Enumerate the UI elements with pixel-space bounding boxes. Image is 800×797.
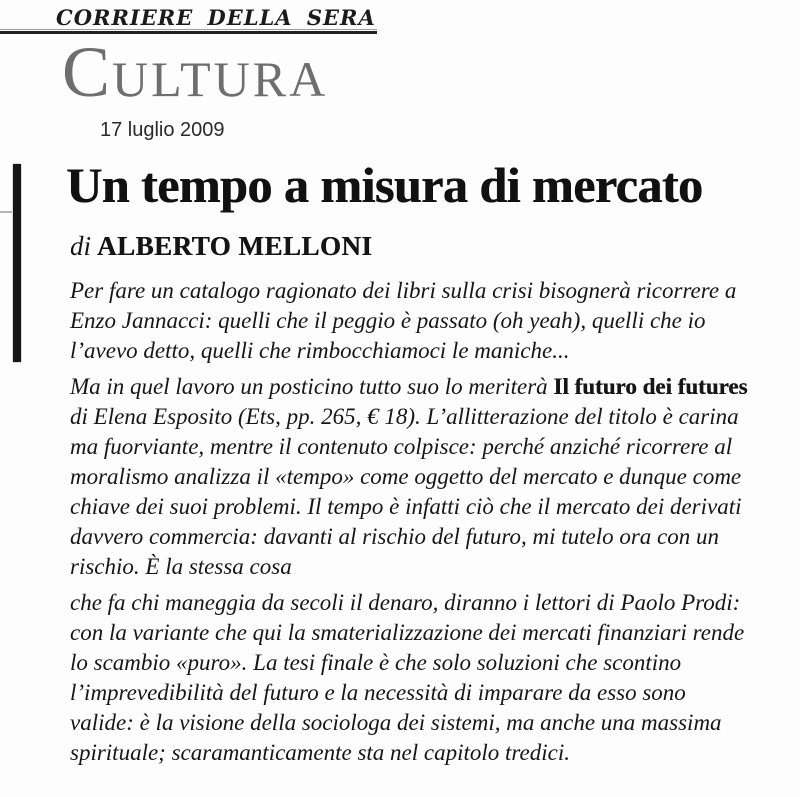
paragraph-3: che fa chi maneggia da secoli il denaro, diranno i lettori di Paolo Prodi: con la variante che qui la smaterializzazione dei mercati finanziari rende lo scambio «puro». La tesi finale è che solo soluzioni che scontino l’imprevedibilità del futuro e la necessità di imparare da esso sono valide: è la visione della sociologa dei sistemi, ma anche una massima spirituale; scaramanticamente sta nel capitolo tredici. xyxy=(70,590,745,765)
byline-prefix: di xyxy=(70,231,92,261)
byline xyxy=(70,231,372,262)
paragraph-2 xyxy=(70,372,754,582)
section-title: CULTURA xyxy=(62,32,329,112)
scan-artifact-dash xyxy=(0,211,12,213)
masthead-rule-line xyxy=(0,31,377,34)
paragraph-2-lead: Ma in quel lavoro un posticino tutto suo lo meriterà xyxy=(70,374,554,399)
headline: Un tempo a misura di mercato xyxy=(66,157,703,213)
left-margin-scan-bar xyxy=(13,164,21,362)
article-body xyxy=(70,276,754,774)
article-date: 17 luglio 2009 xyxy=(100,119,225,141)
newspaper-masthead: CORRIERE DELLA SERA xyxy=(56,5,376,30)
paragraph-2-rest: di Elena Esposito (Ets, pp. 265, € 18). L’allitterazione del titolo è carina ma fuorviante, mentre il contenuto colpisce: perché anziché ricorrere al moralismo analizza il «tempo» come oggetto del mercato e dunque come chiave dei suoi problemi. Il tempo è infatti ciò che il mercato dei derivati davvero commercia: davanti al rischio del futuro, mi tutelo ora con un rischio. È la stessa cosa xyxy=(70,404,742,579)
masthead-rule xyxy=(0,29,377,34)
book-title: Il futuro dei futures xyxy=(553,374,748,399)
paragraph-1: Per fare un catalogo ragionato dei libri sulla crisi bisognerà ricorrere a Enzo Jannacci: quelli che il peggio è passato (oh yeah), quelli che io l’avevo detto, quelli che rimbocchiamoci le maniche... xyxy=(70,278,737,363)
byline-author: ALBERTO MELLONI xyxy=(97,231,373,261)
